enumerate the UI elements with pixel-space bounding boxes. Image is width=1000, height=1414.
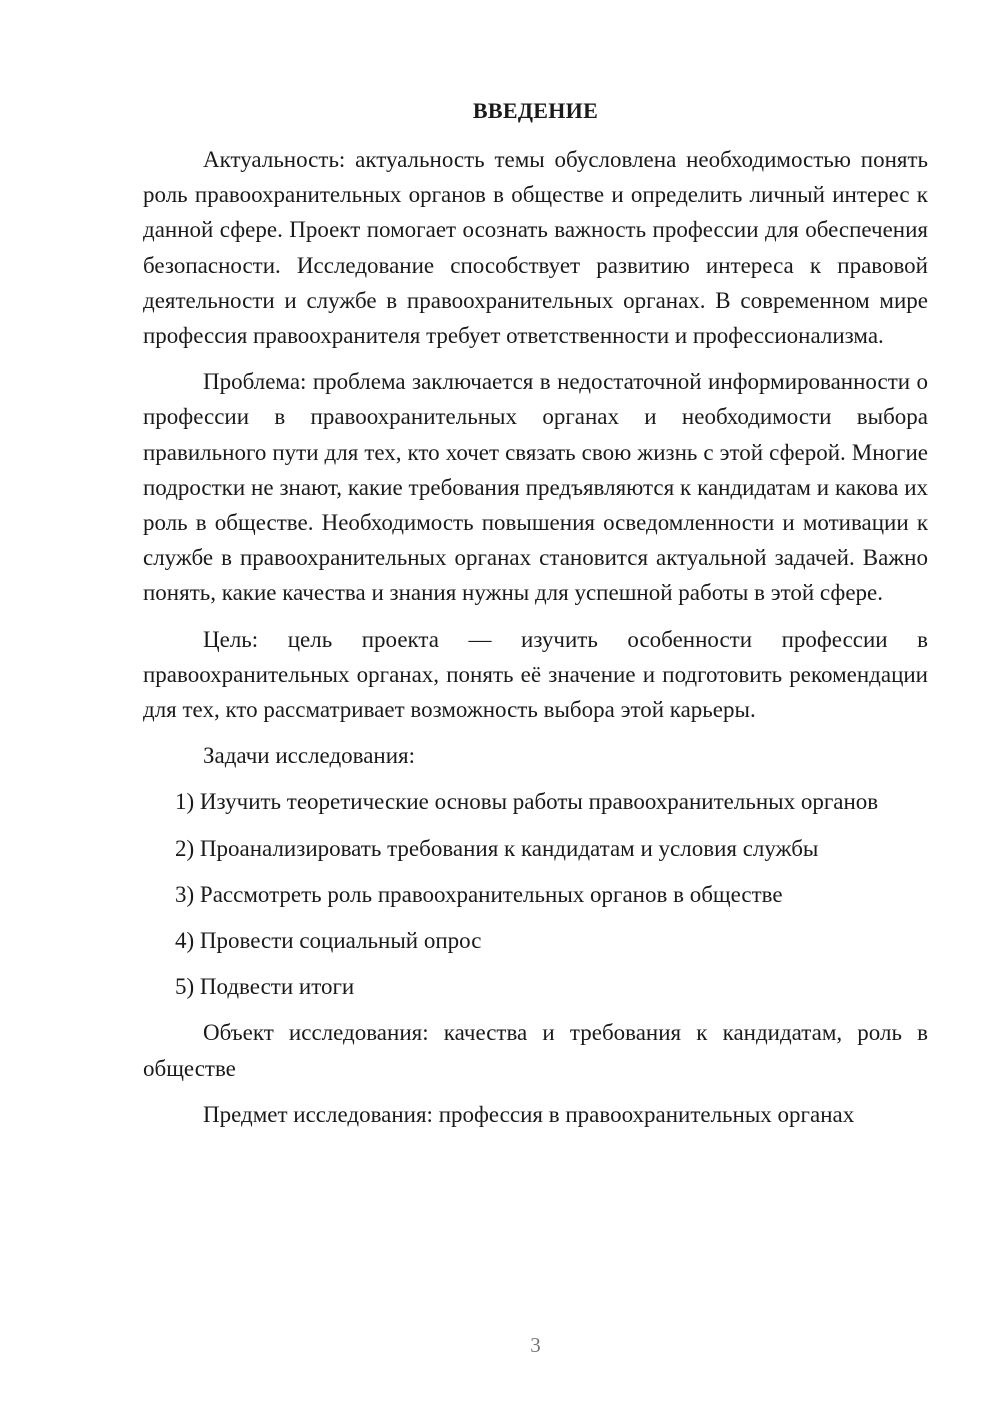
- paragraph-problem: Проблема: проблема заключается в недостаточной информированности о профессии в правоохранительных органах и необходимости выбора правильного пути для тех, кто хочет связать свою жизнь с этой сферой. Многие подростки не знают, какие требования предъявляются к кандидатам и какова их роль в обществе. Необходимость повышения осведомленности и мотивации к службе в правоохранительных органах становится актуальной задачей. Важно понять, какие качества и знания нужны для успешной работы в этой сфере.: [143, 369, 928, 606]
- task-item-5: 5) Подвести итоги: [175, 974, 355, 1000]
- tasks-title: Задачи исследования:: [203, 743, 416, 769]
- task-item-1: 1) Изучить теоретические основы работы правоохранительных органов: [175, 789, 879, 815]
- paragraph-relevance: Актуальность: актуальность темы обусловлена необходимостью понять роль правоохранительных органов в обществе и определить личный интерес к данной сфере. Проект помогает осознать важность профессии для обеспечения безопасности. Исследование способствует развитию интереса к правовой деятельности и службе в правоохранительных органах. В современном мире профессия правоохранителя требует ответственности и профессионализма.: [143, 147, 928, 349]
- paragraph-subject: Предмет исследования: профессия в правоохранительных органах: [203, 1101, 855, 1127]
- paragraph-goal: Цель: цель проекта — изучить особенности профессии в правоохранительных органах, понять её значение и подготовить рекомендации для тех, кто рассматривает возможность выбора этой карьеры.: [143, 626, 928, 723]
- page-number: 3: [530, 1333, 541, 1357]
- paragraph-object: Объект исследования: качества и требования к кандидатам, роль в обществе: [143, 1020, 928, 1081]
- task-item-4: 4) Провести социальный опрос: [175, 928, 482, 954]
- section-heading: ВВЕДЕНИЕ: [472, 98, 599, 123]
- task-item-3: 3) Рассмотреть роль правоохранительных органов в обществе: [175, 881, 783, 907]
- document-body: [143, 142, 928, 1143]
- task-item-2: 2) Проанализировать требования к кандидатам и условия службы: [175, 835, 819, 861]
- document-page: [143, 0, 928, 1414]
